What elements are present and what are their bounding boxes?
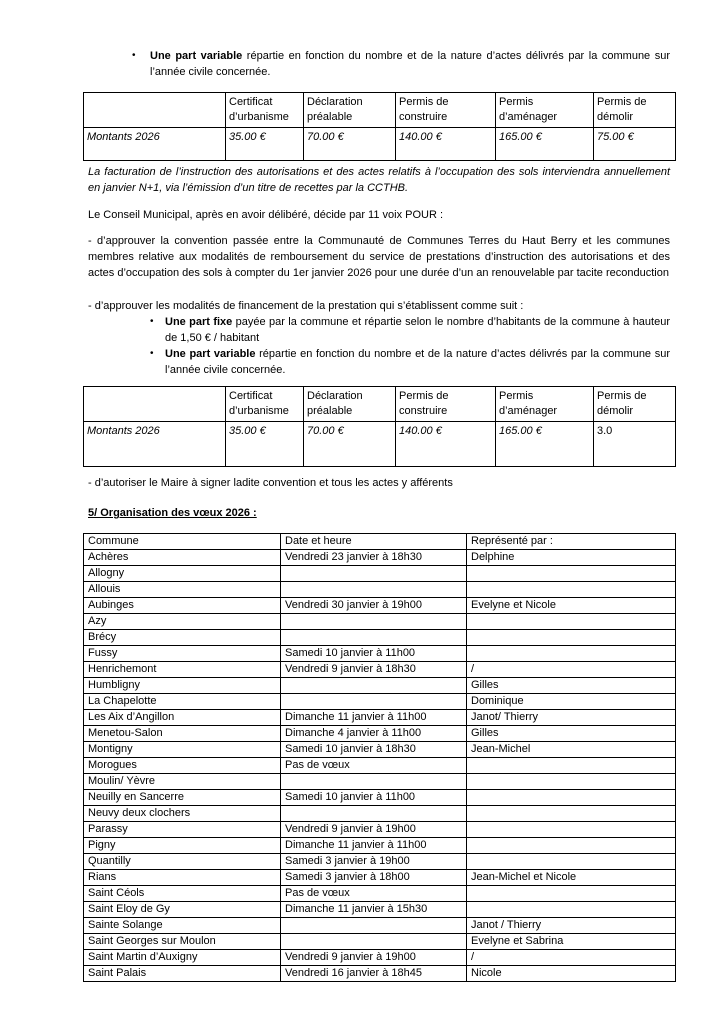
- fee-amount-cell: 165.00 €: [496, 422, 594, 467]
- fee-table-2: [83, 386, 676, 467]
- fee-table-header-cell: Permis de démolir: [594, 387, 676, 422]
- table-cell: Dimanche 11 janvier à 15h30: [281, 902, 467, 918]
- table-row: [84, 566, 676, 582]
- table-row: [84, 742, 676, 758]
- bullet-marker: •: [150, 316, 154, 327]
- fee-table-header-cell: Déclaration préalable: [304, 93, 396, 128]
- table-cell: Janot/ Thierry: [467, 710, 676, 726]
- table-cell: Neuilly en Sancerre: [84, 790, 281, 806]
- table-cell: Jean-Michel et Nicole: [467, 870, 676, 886]
- table-cell: Pas de vœux: [281, 886, 467, 902]
- table-cell: Azy: [84, 614, 281, 630]
- table-row: [84, 854, 676, 870]
- table-row: [84, 678, 676, 694]
- table-cell: Montigny: [84, 742, 281, 758]
- para-conseil-municipal: Le Conseil Municipal, après en avoir délibéré, décide par 11 voix POUR :: [88, 209, 444, 221]
- table-cell: [281, 630, 467, 646]
- table-cell: [281, 614, 467, 630]
- fee-amount-cell: 140.00 €: [396, 422, 496, 467]
- table-cell: La Chapelotte: [84, 694, 281, 710]
- table-cell: [467, 630, 676, 646]
- table-row: [84, 902, 676, 918]
- bullet-text: [165, 314, 670, 346]
- table-cell: Samedi 3 janvier à 18h00: [281, 870, 467, 886]
- voeux-table-header-cell: Commune: [84, 534, 281, 550]
- para-autoriser-maire: - d’autoriser le Maire à signer ladite convention et tous les actes y afférents: [88, 477, 453, 489]
- table-cell: /: [467, 662, 676, 678]
- table-row: [84, 822, 676, 838]
- table-cell: Samedi 3 janvier à 19h00: [281, 854, 467, 870]
- table-cell: Vendredi 9 janvier à 18h30: [281, 662, 467, 678]
- bullet-bold-lead: Une part variable: [165, 348, 256, 360]
- table-cell: Fussy: [84, 646, 281, 662]
- fee-table-header-cell: Permis d’aménager: [496, 93, 594, 128]
- table-cell: Achères: [84, 550, 281, 566]
- fee-table-header-cell: Permis de construire: [396, 387, 496, 422]
- table-row: [84, 886, 676, 902]
- table-cell: [467, 838, 676, 854]
- table-cell: Samedi 10 janvier à 11h00: [281, 646, 467, 662]
- voeux-table-header-cell: Date et heure: [281, 534, 467, 550]
- table-cell: Saint Martin d’Auxigny: [84, 950, 281, 966]
- fee-table-header-cell: Certificat d’urbanisme: [226, 387, 304, 422]
- table-row: [84, 598, 676, 614]
- table-row: [84, 806, 676, 822]
- table-row: [84, 614, 676, 630]
- table-row: [84, 93, 676, 128]
- fee-table-header-cell: Déclaration préalable: [304, 387, 396, 422]
- table-cell: [467, 886, 676, 902]
- table-row: [84, 758, 676, 774]
- table-cell: [467, 902, 676, 918]
- table-cell: Saint Georges sur Moulon: [84, 934, 281, 950]
- table-cell: Vendredi 9 janvier à 19h00: [281, 822, 467, 838]
- table-cell: /: [467, 950, 676, 966]
- bullet-bold-lead: Une part variable: [150, 50, 243, 62]
- fee-table-header-cell: Certificat d’urbanisme: [226, 93, 304, 128]
- table-cell: Aubinges: [84, 598, 281, 614]
- table-row: [84, 694, 676, 710]
- table-cell: Quantilly: [84, 854, 281, 870]
- fee-amount-cell: 140.00 €: [396, 128, 496, 161]
- table-cell: Evelyne et Nicole: [467, 598, 676, 614]
- table-cell: Dimanche 4 janvier à 11h00: [281, 726, 467, 742]
- voeux-table: [83, 533, 676, 982]
- table-cell: Morogues: [84, 758, 281, 774]
- table-cell: [467, 758, 676, 774]
- table-cell: [281, 806, 467, 822]
- table-cell: [281, 918, 467, 934]
- fee-table-1: [83, 92, 676, 161]
- table-cell: [467, 646, 676, 662]
- voeux-table-header-cell: Représenté par :: [467, 534, 676, 550]
- table-row: [84, 646, 676, 662]
- table-cell: [281, 774, 467, 790]
- bullet-text: [150, 48, 670, 80]
- table-cell: Vendredi 30 janvier à 19h00: [281, 598, 467, 614]
- table-cell: Vendredi 23 janvier à 18h30: [281, 550, 467, 566]
- table-row: [84, 582, 676, 598]
- table-row: [84, 966, 676, 982]
- table-cell: Brécy: [84, 630, 281, 646]
- bullet-marker: •: [132, 50, 136, 61]
- bullet-text: [165, 346, 670, 378]
- table-cell: [467, 806, 676, 822]
- table-row: [84, 534, 676, 550]
- table-row: [84, 422, 676, 467]
- table-cell: Dimanche 11 janvier à 11h00: [281, 838, 467, 854]
- fee-table-header-cell: Permis d’aménager: [496, 387, 594, 422]
- fee-amount-cell: 70.00 €: [304, 422, 396, 467]
- table-cell: Pas de vœux: [281, 758, 467, 774]
- table-cell: [467, 790, 676, 806]
- table-row: [84, 918, 676, 934]
- table-cell: [281, 678, 467, 694]
- table-cell: Rians: [84, 870, 281, 886]
- table-cell: Parassy: [84, 822, 281, 838]
- section-title-voeux: 5/ Organisation des vœux 2026 :: [88, 507, 257, 519]
- table-cell: Allogny: [84, 566, 281, 582]
- fee-amount-cell: 3.0: [594, 422, 676, 467]
- bullet-bold-lead: Une part fixe: [165, 316, 233, 328]
- table-row: [84, 662, 676, 678]
- table-cell: [467, 822, 676, 838]
- bullet-rest: payée par la commune et répartie selon le nombre d’habitants de la commune à hauteur de 1,50 € / habitant: [165, 316, 670, 344]
- fee-table-header-cell: Permis de construire: [396, 93, 496, 128]
- bullet-rest: répartie en fonction du nombre et de la nature d’actes délivrés par la commune sur l’année civile concernée.: [165, 348, 670, 376]
- table-cell: Neuvy deux clochers: [84, 806, 281, 822]
- table-row: [84, 550, 676, 566]
- table-cell: Vendredi 9 janvier à 19h00: [281, 950, 467, 966]
- table-cell: Saint Eloy de Gy: [84, 902, 281, 918]
- table-cell: [281, 934, 467, 950]
- voeux-table-body: [84, 550, 676, 982]
- table-cell: [281, 694, 467, 710]
- bullet-item-part-variable-2: [88, 346, 670, 378]
- table-row: [84, 710, 676, 726]
- fee-amount-cell: 165.00 €: [496, 128, 594, 161]
- table-row: [84, 630, 676, 646]
- table-cell: Sainte Solange: [84, 918, 281, 934]
- bullet-item-part-variable: [88, 48, 670, 80]
- bullet-rest: répartie en fonction du nombre et de la nature d’actes délivrés par la commune sur l’année civile concernée.: [150, 50, 671, 78]
- fee-table-header-cell: Permis de démolir: [594, 93, 676, 128]
- table-cell: Saint Céols: [84, 886, 281, 902]
- fee-row-label: Montants 2026: [84, 128, 226, 161]
- bullet-marker: •: [150, 348, 154, 359]
- table-cell: [467, 774, 676, 790]
- table-cell: Samedi 10 janvier à 18h30: [281, 742, 467, 758]
- table-cell: Evelyne et Sabrina: [467, 934, 676, 950]
- fee-table-header-cell: [84, 387, 226, 422]
- table-cell: [467, 582, 676, 598]
- table-row: [84, 870, 676, 886]
- table-row: [84, 128, 676, 161]
- table-cell: [281, 566, 467, 582]
- fee-amount-cell: 75.00 €: [594, 128, 676, 161]
- fee-amount-cell: 35.00 €: [226, 422, 304, 467]
- table-row: [84, 838, 676, 854]
- table-row: [84, 774, 676, 790]
- table-cell: [467, 854, 676, 870]
- table-row: [84, 950, 676, 966]
- table-cell: Jean-Michel: [467, 742, 676, 758]
- table-cell: Janot / Thierry: [467, 918, 676, 934]
- table-cell: Gilles: [467, 678, 676, 694]
- table-cell: Gilles: [467, 726, 676, 742]
- table-cell: Dominique: [467, 694, 676, 710]
- table-cell: Dimanche 11 janvier à 11h00: [281, 710, 467, 726]
- fee-amount-cell: 35.00 €: [226, 128, 304, 161]
- para-approuver-convention: - d’approuver la convention passée entre la Communauté de Communes Terres du Haut Berry et les communes membres relative aux modalités de remboursement du service de prestations d’instruction des autorisations et des actes d’occupation des sols à compter du 1er janvier 2026 pour une durée d’un an renouvelable par tacite reconduction: [88, 235, 670, 279]
- table-cell: Samedi 10 janvier à 11h00: [281, 790, 467, 806]
- table-row: [84, 387, 676, 422]
- table-cell: [467, 566, 676, 582]
- para-facturation: La facturation de l’instruction des autorisations et des actes relatifs à l’occupation des sols interviendra annuellement en janvier N+1, via l’émission d’un titre de recettes par la CCTHB.: [88, 166, 670, 194]
- fee-amount-cell: 70.00 €: [304, 128, 396, 161]
- table-cell: Menetou-Salon: [84, 726, 281, 742]
- table-cell: Allouis: [84, 582, 281, 598]
- table-cell: Humbligny: [84, 678, 281, 694]
- fee-table-header-cell: [84, 93, 226, 128]
- table-cell: Pigny: [84, 838, 281, 854]
- table-cell: Les Aix d’Angillon: [84, 710, 281, 726]
- table-row: [84, 934, 676, 950]
- bullet-item-part-fixe: [88, 314, 670, 346]
- table-cell: Henrichemont: [84, 662, 281, 678]
- table-cell: Delphine: [467, 550, 676, 566]
- table-row: [84, 726, 676, 742]
- fee-row-label: Montants 2026: [84, 422, 226, 467]
- table-cell: [467, 614, 676, 630]
- table-cell: [281, 582, 467, 598]
- table-row: [84, 790, 676, 806]
- table-cell: Nicole: [467, 966, 676, 982]
- table-cell: Saint Palais: [84, 966, 281, 982]
- table-cell: Moulin/ Yèvre: [84, 774, 281, 790]
- para-approuver-modalites: - d’approuver les modalités de financement de la prestation qui s’établissent comme suit :: [88, 300, 524, 312]
- table-cell: Vendredi 16 janvier à 18h45: [281, 966, 467, 982]
